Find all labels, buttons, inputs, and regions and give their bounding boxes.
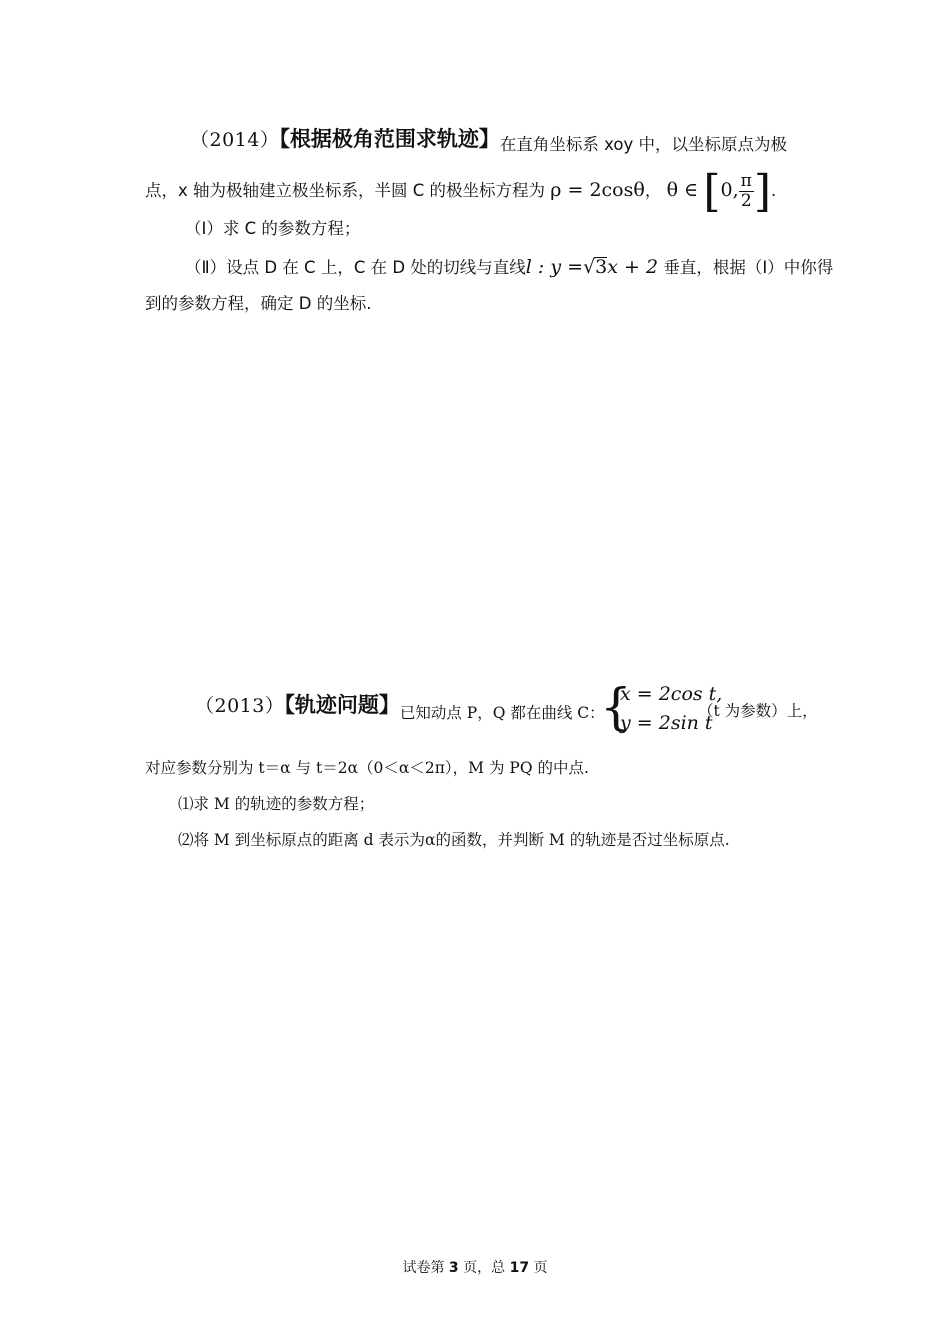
problem-2014-part1: （Ⅰ）求 C 的参数方程； [185,219,361,238]
footer-suffix: 页 [529,1260,548,1276]
problem-2014-part2-line1 [185,256,833,279]
problem-2014-year: （2014） [190,129,280,151]
sqrt-radicand: 3 [595,256,608,278]
system-line-2: y = 2sin t [620,712,713,734]
line-equation-b: x + 2 [607,256,659,278]
left-bracket-symbol: [ [703,165,721,217]
problem-2014-range-open: 0, [720,179,739,201]
problem-2014-part2-a: （Ⅱ）设点 D 在 C 上，C 在 D 处的切线与直线 [185,258,526,277]
problem-2013-part2: ⑵将 M 到坐标原点的距离 d 表示为α的函数，并判断 M 的轨迹是否过坐标原点. [178,831,730,849]
right-bracket-symbol: ] [753,165,772,217]
problem-2014-intro-b: 点，x 轴为极轴建立极坐标系，半圆 C 的极坐标方程为 [145,181,546,200]
problem-2014-range-prefix: θ ∈ [666,179,699,201]
problem-2013-heading-line [195,693,605,722]
problem-2014-part2-b: 垂直，根据（Ⅰ）中你得 [663,258,834,277]
fraction-numerator: π [740,171,752,191]
pi-over-2-fraction [739,172,754,211]
system-line-1: x = 2cos t, [620,683,723,705]
problem-2014-intro-line2 [145,165,777,217]
problem-2013-intro-a: 已知动点 P，Q 都在曲线 C： [399,704,605,722]
problem-2014-equation: ρ = 2cosθ [550,179,645,201]
problem-2014-part2-c: 到的参数方程，确定 D 的坐标. [145,294,372,313]
problem-2014-intro-a: 在直角坐标系 xoy 中，以坐标原点为极 [499,135,787,154]
problem-2014-period: . [771,181,777,200]
problem-2014-tag: 【根据极角范围求轨迹】 [279,127,500,151]
sqrt-symbol: √ [583,256,596,278]
problem-2014-sep: ， [644,181,662,200]
footer-page-number: 3 [448,1260,459,1276]
problem-2013-year: （2013） [195,695,285,717]
problem-2013-part1: ⑴求 M 的轨迹的参数方程； [178,795,375,813]
page-footer [0,1257,950,1277]
line-equation-a: l : y = [525,256,584,278]
problem-2013-param-note: （t 为参数）上， [698,702,818,720]
problem-2014-heading-line [190,128,787,152]
fraction-denominator: 2 [740,191,752,211]
footer-middle: 页，总 [458,1260,510,1276]
problem-2013-tag: 【轨迹问题】 [284,693,400,717]
problem-2013-intro-b: 对应参数分别为 t＝α 与 t＝2α（0＜α＜2π），M 为 PQ 的中点. [145,759,589,777]
footer-prefix: 试卷第 [402,1260,449,1276]
footer-total-pages: 17 [509,1260,530,1276]
system-brace-symbol: { [600,678,632,736]
